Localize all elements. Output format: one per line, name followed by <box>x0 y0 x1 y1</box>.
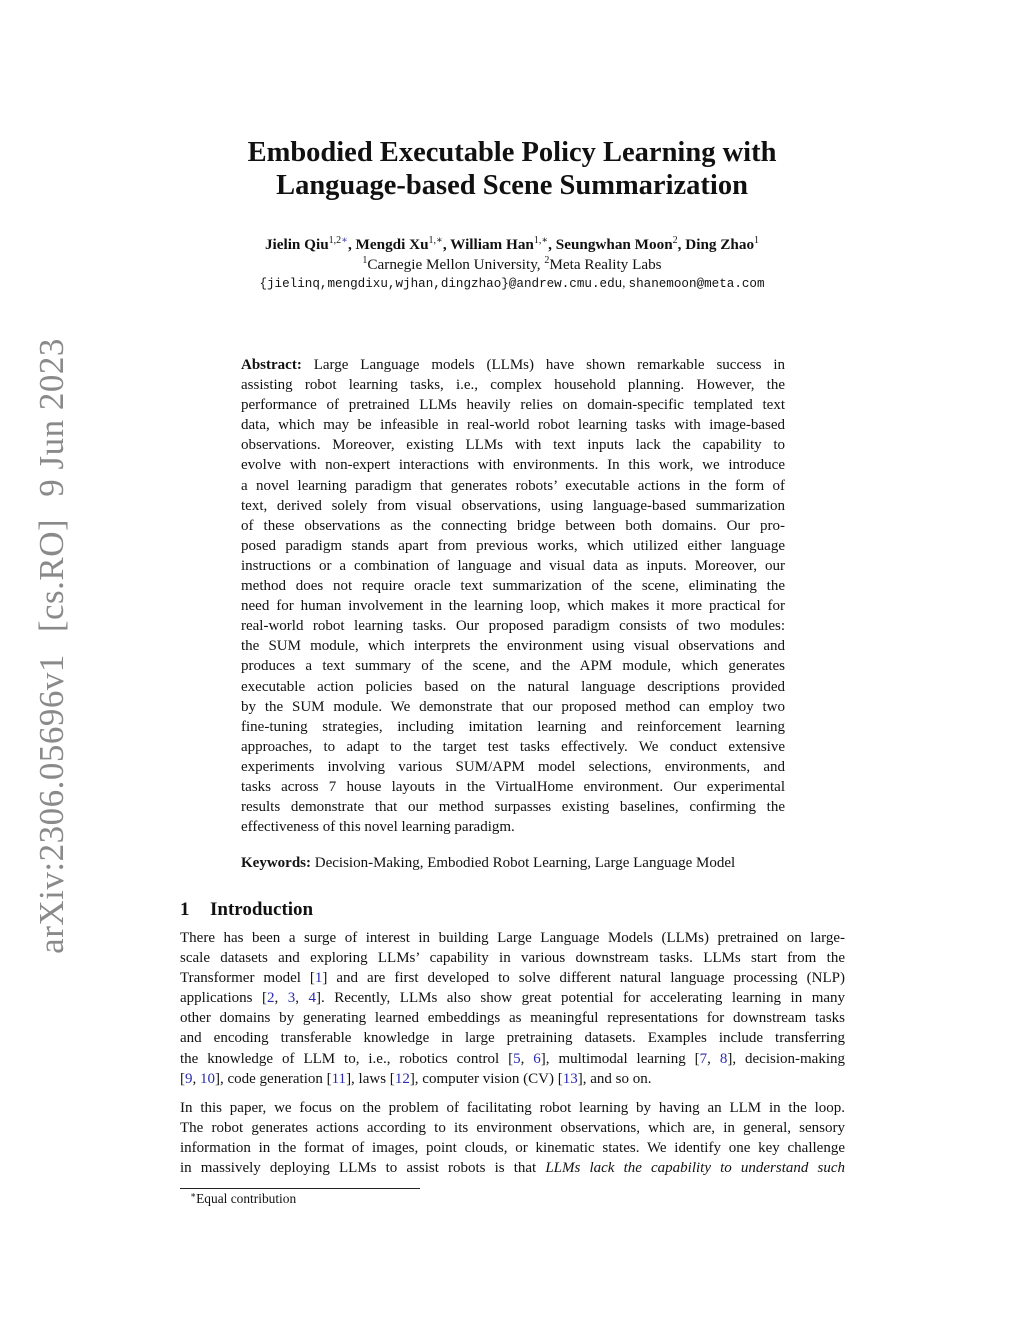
arxiv-category: [cs.RO] <box>32 518 71 633</box>
affiliation-name: Meta Reality Labs <box>549 256 662 273</box>
title-line-2: Language-based Scene Summarization <box>276 170 748 201</box>
abstract-line: assisting robot learning tasks, i.e., complex household planning. However, the <box>241 377 785 394</box>
author-list: Jielin Qiu$^{1,2∗}$, Mengdi $Xu^{1,∗}$, William Han$^{1,∗}$, Seungwhan Moon$^2$, Ding Zhao$^1$ <box>264 235 760 253</box>
citation-link[interactable]: 8 <box>719 1050 728 1067</box>
body-line: scale datasets and exploring LLMs’ capability in various downstream tasks. LLMs start from the <box>180 950 845 967</box>
affiliations <box>0 256 1024 274</box>
emphasis-text: LLMs lack the capability to understand such <box>545 1160 845 1177</box>
abstract-line: the SUM module, which interprets the environment using visual observations and <box>241 638 785 655</box>
body-line: The robot generates actions according to its environment observations, which are, in general, sensory <box>180 1120 845 1137</box>
author-name: Jielin Qiu <box>264 236 329 253</box>
abstract-line: effectiveness of this novel learning paradigm. <box>241 819 515 836</box>
citation-link[interactable]: 7 <box>699 1050 708 1067</box>
arxiv-date: 9 Jun 2023 <box>32 338 71 497</box>
arxiv-id: arXiv:2306.05696v1 <box>32 654 71 954</box>
section-title: Introduction <box>210 899 314 920</box>
intro-paragraph-1 <box>180 928 845 1089</box>
abstract-line: results demonstrate that our method surpasses existing baselines, confirming the <box>241 799 785 816</box>
abstract-line: observations. Moreover, existing LLMs with text inputs lack the capability to <box>241 437 785 454</box>
footnote <box>190 1191 296 1207</box>
footnote-text: Equal contribution <box>196 1191 297 1206</box>
body-line: Transformer model [1] and are first developed to solve different natural language processing (NLP) <box>180 970 845 987</box>
body-line: other domains by generating learned embeddings as meaningful representations for downstream tasks <box>180 1010 845 1027</box>
affiliation-mark: 1 <box>362 255 368 266</box>
keywords-text: Decision-Making, Embodied Robot Learning, Large Language Model <box>314 855 736 871</box>
abstract-line: experiments involving various SUM/APM model selections, environments, and <box>241 758 785 775</box>
citation-link[interactable]: 4 <box>308 990 316 1007</box>
citation-link[interactable]: 11 <box>331 1070 347 1087</box>
abstract-line: performance of pretrained LLMs heavily relies on domain-specific templated text <box>241 397 785 414</box>
abstract-line: posed paradigm stands apart from previous works, which utilized either language <box>241 537 785 554</box>
author-mark: 1,∗ <box>428 235 443 246</box>
author-emails <box>0 276 1024 291</box>
author-name: Mengdi Xu <box>355 236 429 253</box>
body-line: There has been a surge of interest in building Large Language Models (LLMs) pretrained on large- <box>180 930 845 946</box>
email-single: shanemoon@meta.com <box>628 277 765 291</box>
intro-paragraph-2 <box>180 1098 845 1178</box>
keywords <box>241 853 785 873</box>
footnote-mark: ∗ <box>190 1190 197 1200</box>
abstract-line: executable action policies based on the natural language descriptions provided <box>241 678 785 695</box>
body-line: the knowledge of LLM to, i.e., robotics control [5, 6], multimodal learning [7, 8], decision-making <box>180 1050 845 1067</box>
abstract-line: real-world robot learning tasks. Our proposed paradigm consists of two modules: <box>241 618 785 635</box>
abstract-line: by the SUM module. We demonstrate that our proposed method can employ two <box>241 698 785 715</box>
author-mark: ∗ <box>341 235 348 246</box>
citation-link[interactable]: 9 <box>185 1070 193 1087</box>
abstract-line: fine-tuning strategies, including imitation learning and reinforcement learning <box>241 718 785 735</box>
citation-link[interactable]: 12 <box>394 1070 410 1087</box>
affiliation-name: Carnegie Mellon University, <box>367 256 541 273</box>
arxiv-identifier-stamp <box>32 338 72 954</box>
body-line: and encoding transferable knowledge in large pretraining datasets. Examples include transferring <box>180 1030 845 1047</box>
abstract-line: evolve with non-expert interactions with environments. In this work, we introduce <box>241 457 785 474</box>
abstract-line: approaches, to adapt to the target test tasks effectively. We conduct extensive <box>241 738 785 755</box>
abstract <box>241 355 785 837</box>
abstract-line: method does not require oracle text summarization of the scene, eliminating the <box>241 578 785 595</box>
abstract-line: text, derived solely from visual observations, using language-based summarization <box>241 497 785 514</box>
body-line: information in the format of images, point clouds, or kinematic states. We identify one key challenge <box>180 1140 845 1157</box>
body-line: in massively deploying LLMs to assist robots is that LLMs lack the capability to understand such <box>180 1160 845 1177</box>
affiliation-mark: 2 <box>544 255 550 266</box>
abstract-line: data, which may be infeasible in real-world robot learning tasks with image-based <box>241 417 785 434</box>
abstract-line: a novel learning paradigm that generates robots’ executable actions in the form of <box>241 477 785 494</box>
citation-link[interactable]: 3 <box>287 990 296 1007</box>
author-name: Seungwhan Moon <box>555 236 673 253</box>
abstract-label: Abstract: <box>241 357 302 373</box>
citation-link[interactable]: 5 <box>513 1050 521 1067</box>
citation-link[interactable]: 10 <box>200 1070 215 1087</box>
author-mark: 1,2 <box>328 235 342 246</box>
citation-link[interactable]: 2 <box>266 990 275 1007</box>
author-mark: 1 <box>754 235 760 246</box>
author-mark: 1,∗ <box>533 235 549 246</box>
email-group: {jielinq,mengdixu,wjhan,dingzhao}@andrew.cmu.edu <box>259 277 623 291</box>
abstract-line: need for human involvement in the learning loop, which makes it more practical for <box>241 598 785 615</box>
section-heading <box>180 899 313 921</box>
keywords-label: Keywords: <box>241 855 311 871</box>
citation-link[interactable]: 13 <box>562 1070 578 1087</box>
abstract-line: of these observations as the connecting bridge between both domains. Our pro- <box>241 517 785 534</box>
abstract-line: tasks across 7 house layouts in the VirtualHome environment. Our experimental <box>241 778 785 795</box>
author-name: Ding Zhao <box>685 236 755 253</box>
abstract-line: Large Language models (LLMs) have shown remarkable success in <box>313 357 785 373</box>
abstract-line: produces a text summary of the scene, and the APM module, which generates <box>241 658 785 675</box>
section-number: 1 <box>180 899 190 920</box>
citation-link[interactable]: 6 <box>533 1050 541 1067</box>
email-separator: , <box>622 276 626 290</box>
author-mark: 2 <box>672 235 678 246</box>
footnote-divider <box>180 1188 420 1189</box>
paper-title <box>0 136 1024 202</box>
body-line: In this paper, we focus on the problem of facilitating robot learning by having an LLM in the loop. <box>180 1100 845 1116</box>
citation-link[interactable]: 1 <box>314 970 323 987</box>
body-line: applications [2, 3, 4]. Recently, LLMs also show great potential for accelerating learning in many <box>180 990 846 1007</box>
abstract-line: instructions or a combination of language and visual data as inputs. Moreover, our <box>241 557 785 574</box>
body-line: [9, 10], code generation [11], laws [12], computer vision (CV) [13], and so on. <box>180 1070 652 1087</box>
author-name: William Han <box>450 236 534 253</box>
title-line-1: Embodied Executable Policy Learning with <box>247 137 777 168</box>
